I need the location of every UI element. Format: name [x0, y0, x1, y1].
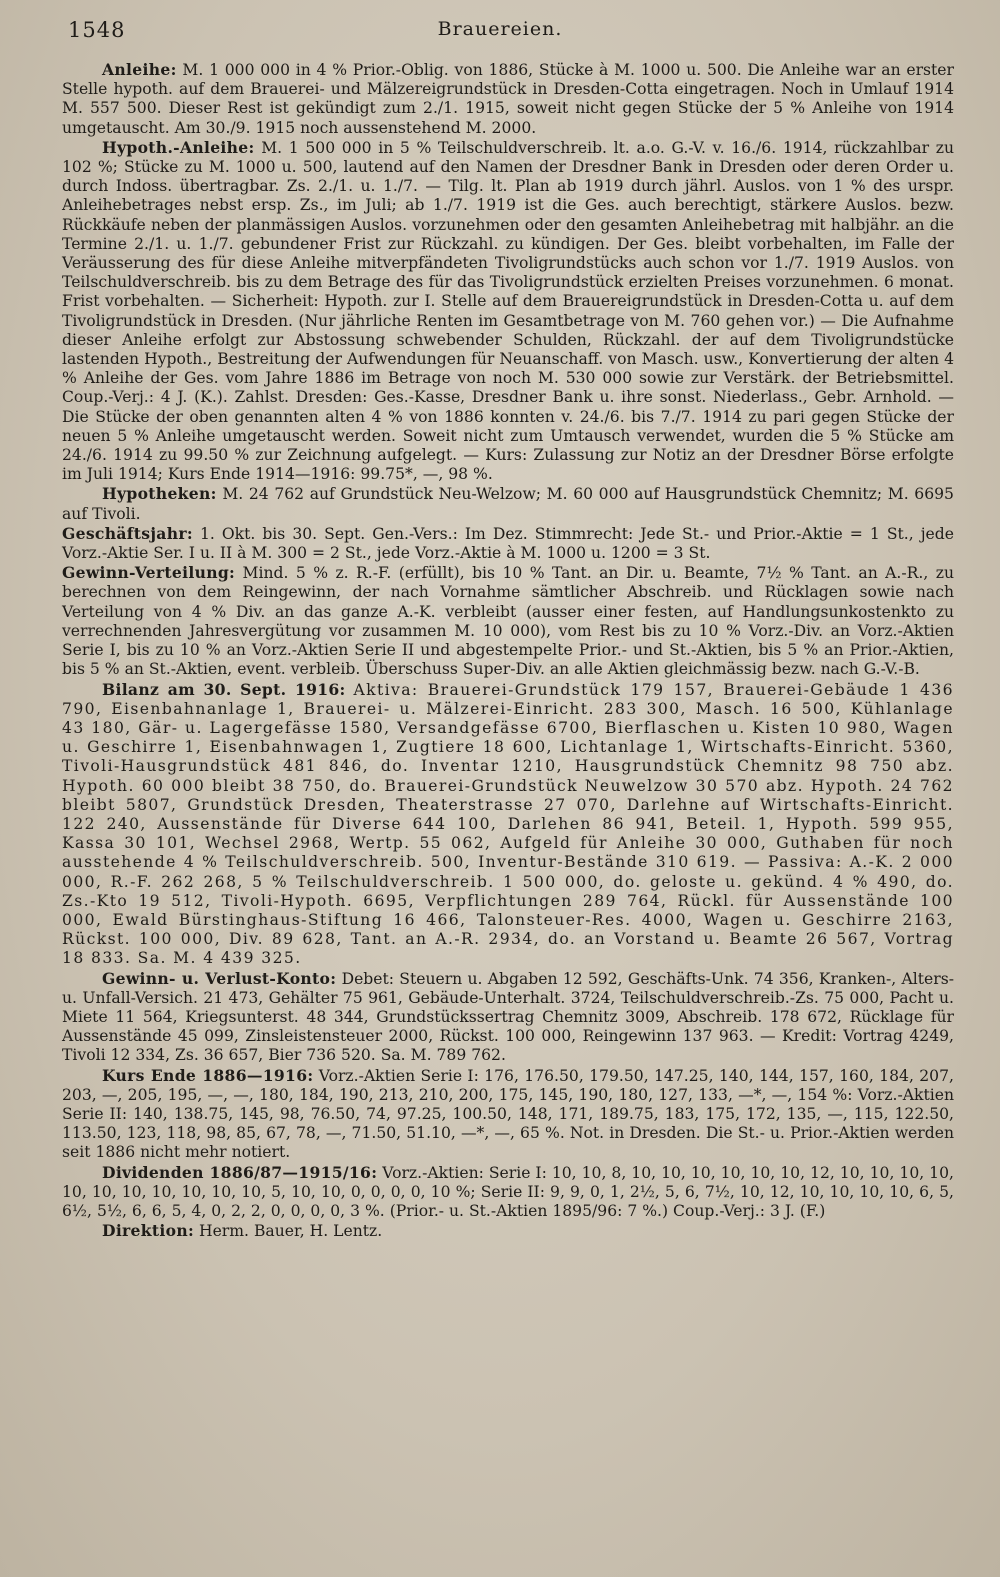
- section-dividenden: [62, 1163, 954, 1222]
- section-text: Debet: Steuern u. Abgaben 12 592, Geschäfts-Unk. 74 356, Kranken-, Alters- u. Unfall-Versich. 21 473, Gehälter 75 961, Gebäude-Unterhalt. 3724, Teilschuldverschreib.-Zs. 75 000, Pacht u. Miete 11 564, Kriegsunterst. 48 344, Grundstückssertrag Chemnitz 3009, Abschreib. 178 672, Rücklage für Aussenstände 45 099, Zinsleistensteuer 2000, Rückst. 100 000, Reingewinn 137 963. — Kredit: Vortrag 4249, Tivoli 12 334, Zs. 36 657, Bier 736 520. Sa. M. 789 762.: [62, 969, 954, 1065]
- section-heading: Kurs Ende 1886—1916:: [102, 1065, 314, 1085]
- section-bilanz: [62, 680, 954, 969]
- page-number: 1548: [68, 18, 126, 42]
- section-text: Aktiva: Brauerei-Grundstück 179 157, Brauerei-Gebäude 1 436 790, Eisenbahnanlage 1, Brauerei- u. Mälzerei-Einricht. 283 300, Masch. 16 500, Kühlanlage 43 180, Gär- u. Lagergefässe 1580, Versandgefässe 6700, Bierflaschen u. Kisten 10 980, Wagen u. Geschirre 1, Eisenbahnwagen 1, Zugtiere 18 600, Lichtanlage 1, Wirtschafts-Einricht. 5360, Tivoli-Hausgrundstück 481 846, do. Inventar 1210, Hausgrundstück Chemnitz 98 750 abz. Hypoth. 60 000 bleibt 38 750, do. Brauerei-Grundstück Neuwelzow 30 570 abz. Hypoth. 24 762 bleibt 5807, Grundstück Dresden, Theaterstrasse 27 070, Darlehne auf Wirtschafts-Einricht. 122 240, Aussenstände für Diverse 644 100, Darlehen 86 941, Beteil. 1, Hypoth. 599 955, Kassa 30 101, Wechsel 2968, Wertp. 55 062, Aufgeld für Anleihe 30 000, Guthaben für noch ausstehende 4 % Teilschuldverschreib. 500, Inventur-Bestände 310 619. — Passiva: A.-K. 2 000 000, R.-F. 262 268, 5 % Teilschuldverschreib. 1 500 000, do. geloste u. gekünd. 4 % 490, do. Zs.-Kto 19 512, Tivoli-Hypoth. 6695, Verpflichtungen 289 764, Rückl. für Aussenstände 100 000, Ewald Bürstinghaus-Stiftung 16 466, Talonsteuer-Res. 4000, Wagen u. Geschirre 2163, Rückst. 100 000, Div. 89 628, Tant. an A.-R. 2934, do. an Vorstand u. Beamte 26 567, Vortrag 18 833. Sa. M. 4 439 325.: [62, 680, 954, 968]
- section-text: 1. Okt. bis 30. Sept. Gen.-Vers.: Im Dez. Stimmrecht: Jede St.- und Prior.-Aktie = 1 St., jede Vorz.-Aktie Ser. I u. II à M. 300 = 2 St., jede Vorz.-Aktie à M. 1000 u. 1200 = 3 St.: [62, 524, 954, 563]
- section-heading: Geschäftsjahr:: [62, 523, 193, 543]
- section-geschaeftsjahr: [62, 524, 954, 563]
- section-anleihe: [62, 60, 954, 138]
- body-text: [62, 60, 954, 1241]
- section-heading: Bilanz am 30. Sept. 1916:: [102, 679, 346, 699]
- section-kurs: [62, 1066, 954, 1163]
- section-text: M. 24 762 auf Grundstück Neu-Welzow; M. 60 000 auf Hausgrundstück Chemnitz; M. 6695 auf Tivoli.: [62, 485, 954, 523]
- section-heading: Anleihe:: [102, 60, 177, 79]
- section-heading: Hypoth.-Anleihe:: [102, 137, 255, 157]
- section-text: Vorz.-Aktien: Serie I: 10, 10, 8, 10, 10, 10, 10, 10, 10, 12, 10, 10, 10, 10, 10, 10, 10, 10, 10, 10, 10, 5, 10, 10, 0, 0, 0, 0, 10 %; Serie II: 9, 9, 0, 1, 2½, 5, 6, 7½, 10, 12, 10, 10, 10, 10, 6, 5, 6½, 5½, 6, 6, 5, 4, 0, 2, 2, 0, 0, 0, 0, 3 %. (Prior.- u. St.-Aktien 1895/96: 7 %.) Coup.-Verj.: 3 J. (F.): [62, 1163, 954, 1220]
- section-direktion: [62, 1221, 954, 1241]
- section-heading: Gewinn- u. Verlust-Konto:: [102, 968, 337, 988]
- section-heading: Direktion:: [102, 1221, 195, 1241]
- running-title: Brauereien.: [437, 18, 563, 40]
- section-text: Mind. 5 % z. R.-F. (erfüllt), bis 10 % Tant. an Dir. u. Beamte, 7½ % Tant. an A.-R., zu berechnen von dem Reingewinn, der nach Vornahme sämtlicher Abschreib. und Rücklagen sowie nach Verteilung von 4 % Div. an das ganze A.-K. verbleibt (ausser einer festen, auf Handlungsunkostenkto zu verrechnenden Jahresvergütung vor zusammen M. 10 000), vom Rest bis zu 10 % Vorz.-Div. an Vorz.-Aktien Serie I, bis zu 10 % an Vorz.-Aktien Serie II und abgestempelte Prior.- und St.-Aktien, bis 5 % an Prior.-Aktien, bis 5 % an St.-Aktien, event. verbleib. Überschuss Super-Div. an alle Aktien gleichmässig bezw. nach G.-V.-B.: [62, 564, 954, 679]
- section-gewinn-verteilung: [62, 563, 954, 679]
- section-heading: Gewinn-Verteilung:: [62, 563, 236, 583]
- page-header: [60, 18, 940, 52]
- section-hypoth-anleihe: [62, 138, 954, 485]
- section-gewinn-verlust: [62, 969, 954, 1066]
- section-heading: Hypotheken:: [102, 484, 217, 504]
- section-heading: Dividenden 1886/87—1915/16:: [102, 1162, 378, 1182]
- section-hypotheken: [62, 484, 954, 523]
- section-text: Vorz.-Aktien Serie I: 176, 176.50, 179.50, 147.25, 140, 144, 157, 160, 184, 207, 203, —, 205, 195, —, —, 180, 184, 190, 213, 210, 200, 175, 145, 190, 180, 127, 133, —*, —, 154 %: Vorz.-Aktien Serie II: 140, 138.75, 145, 98, 76.50, 74, 97.25, 100.50, 148, 171, 189.75, 183, 175, 172, 135, —, 115, 122.50, 113.50, 123, 118, 98, 85, 67, 78, —, 71.50, 51.10, —*, —, 65 %. Not. in Dresden. Die St.- u. Prior.-Aktien werden seit 1886 nicht mehr notiert.: [62, 1066, 954, 1162]
- section-text: M. 1 500 000 in 5 % Teilschuldverschreib. lt. a.o. G.-V. v. 16./6. 1914, rückzahlbar zu 102 %; Stücke zu M. 1000 u. 500, lautend auf den Namen der Dresdner Bank in Dresden oder deren Order u. durch Indoss. übertragbar. Zs. 2./1. u. 1./7. — Tilg. lt. Plan ab 1919 durch jährl. Auslos. von 1 % des urspr. Anleihebetrages nebst ersp. Zs., im Juli; ab 1./7. 1919 ist die Ges. auch berechtigt, stärkere Auslos. bezw. Rückkäufe neben der planmässigen Auslos. vorzunehmen oder den gesamten Anleihebetrag mit halbjähr. an die Termine 2./1. u. 1./7. gebundener Frist zur Rückzahl. zu kündigen. Der Ges. bleibt vorbehalten, im Falle der Veräusserung des für diese Anleihe mitverpfändeten Tivoligrundstücks auch schon vor 1./7. 1919 Auslos. von Teilschuldverschreib. bis zu dem Betrage des für das Tivoligrundstück erzielten Preises vorzunehmen. 6 monat. Frist vorbehalten. — Sicherheit: Hypoth. zur I. Stelle auf dem Brauereigrundstück in Dresden-Cotta u. auf dem Tivoligrundstück in Dresden. (Nur jährliche Renten im Gesamtbetrage von M. 760 gehen vor.) — Die Aufnahme dieser Anleihe erfolgt zur Abstossung schwebender Schulden, Rückzahl. der auf dem Tivoligrundstücke lastenden Hypoth., Bestreitung der Aufwendungen für Neuanschaff. von Masch. usw., Konvertierung der alten 4 % Anleihe der Ges. vom Jahre 1886 im Betrage von noch M. 530 000 sowie zur Verstärk. der Betriebsmittel. Coup.-Verj.: 4 J. (K.). Zahlst. Dresden: Ges.-Kasse, Dresdner Bank u. ihre sonst. Niederlass., Gebr. Arnhold. — Die Stücke der oben genannten alten 4 % von 1886 konnten v. 24./6. bis 7./7. 1914 zu pari gegen Stücke der neuen 5 % Anleihe umgetauscht werden. Soweit nicht zum Umtausch verwendet, wurden die 5 % Stücke am 24./6. 1914 zu 99.50 % zur Zeichnung aufgelegt. — Kurs: Zulassung zur Notiz an der Dresdner Börse erfolgte im Juli 1914; Kurs Ende 1914—1916: 99.75*, —, 98 %.: [62, 138, 954, 484]
- section-text: M. 1 000 000 in 4 % Prior.-Oblig. von 1886, Stücke à M. 1000 u. 500. Die Anleihe war an erster Stelle hypoth. auf dem Brauerei- und Mälzereigrundstück in Dresden-Cotta eingetragen. Noch in Umlauf 1914 M. 557 500. Dieser Rest ist gekündigt zum 2./1. 1915, soweit nicht gegen Stücke der 5 % Anleihe von 1914 umgetauscht. Am 30./9. 1915 noch aussenstehend M. 2000.: [62, 61, 954, 137]
- section-text: Herm. Bauer, H. Lentz.: [198, 1222, 383, 1241]
